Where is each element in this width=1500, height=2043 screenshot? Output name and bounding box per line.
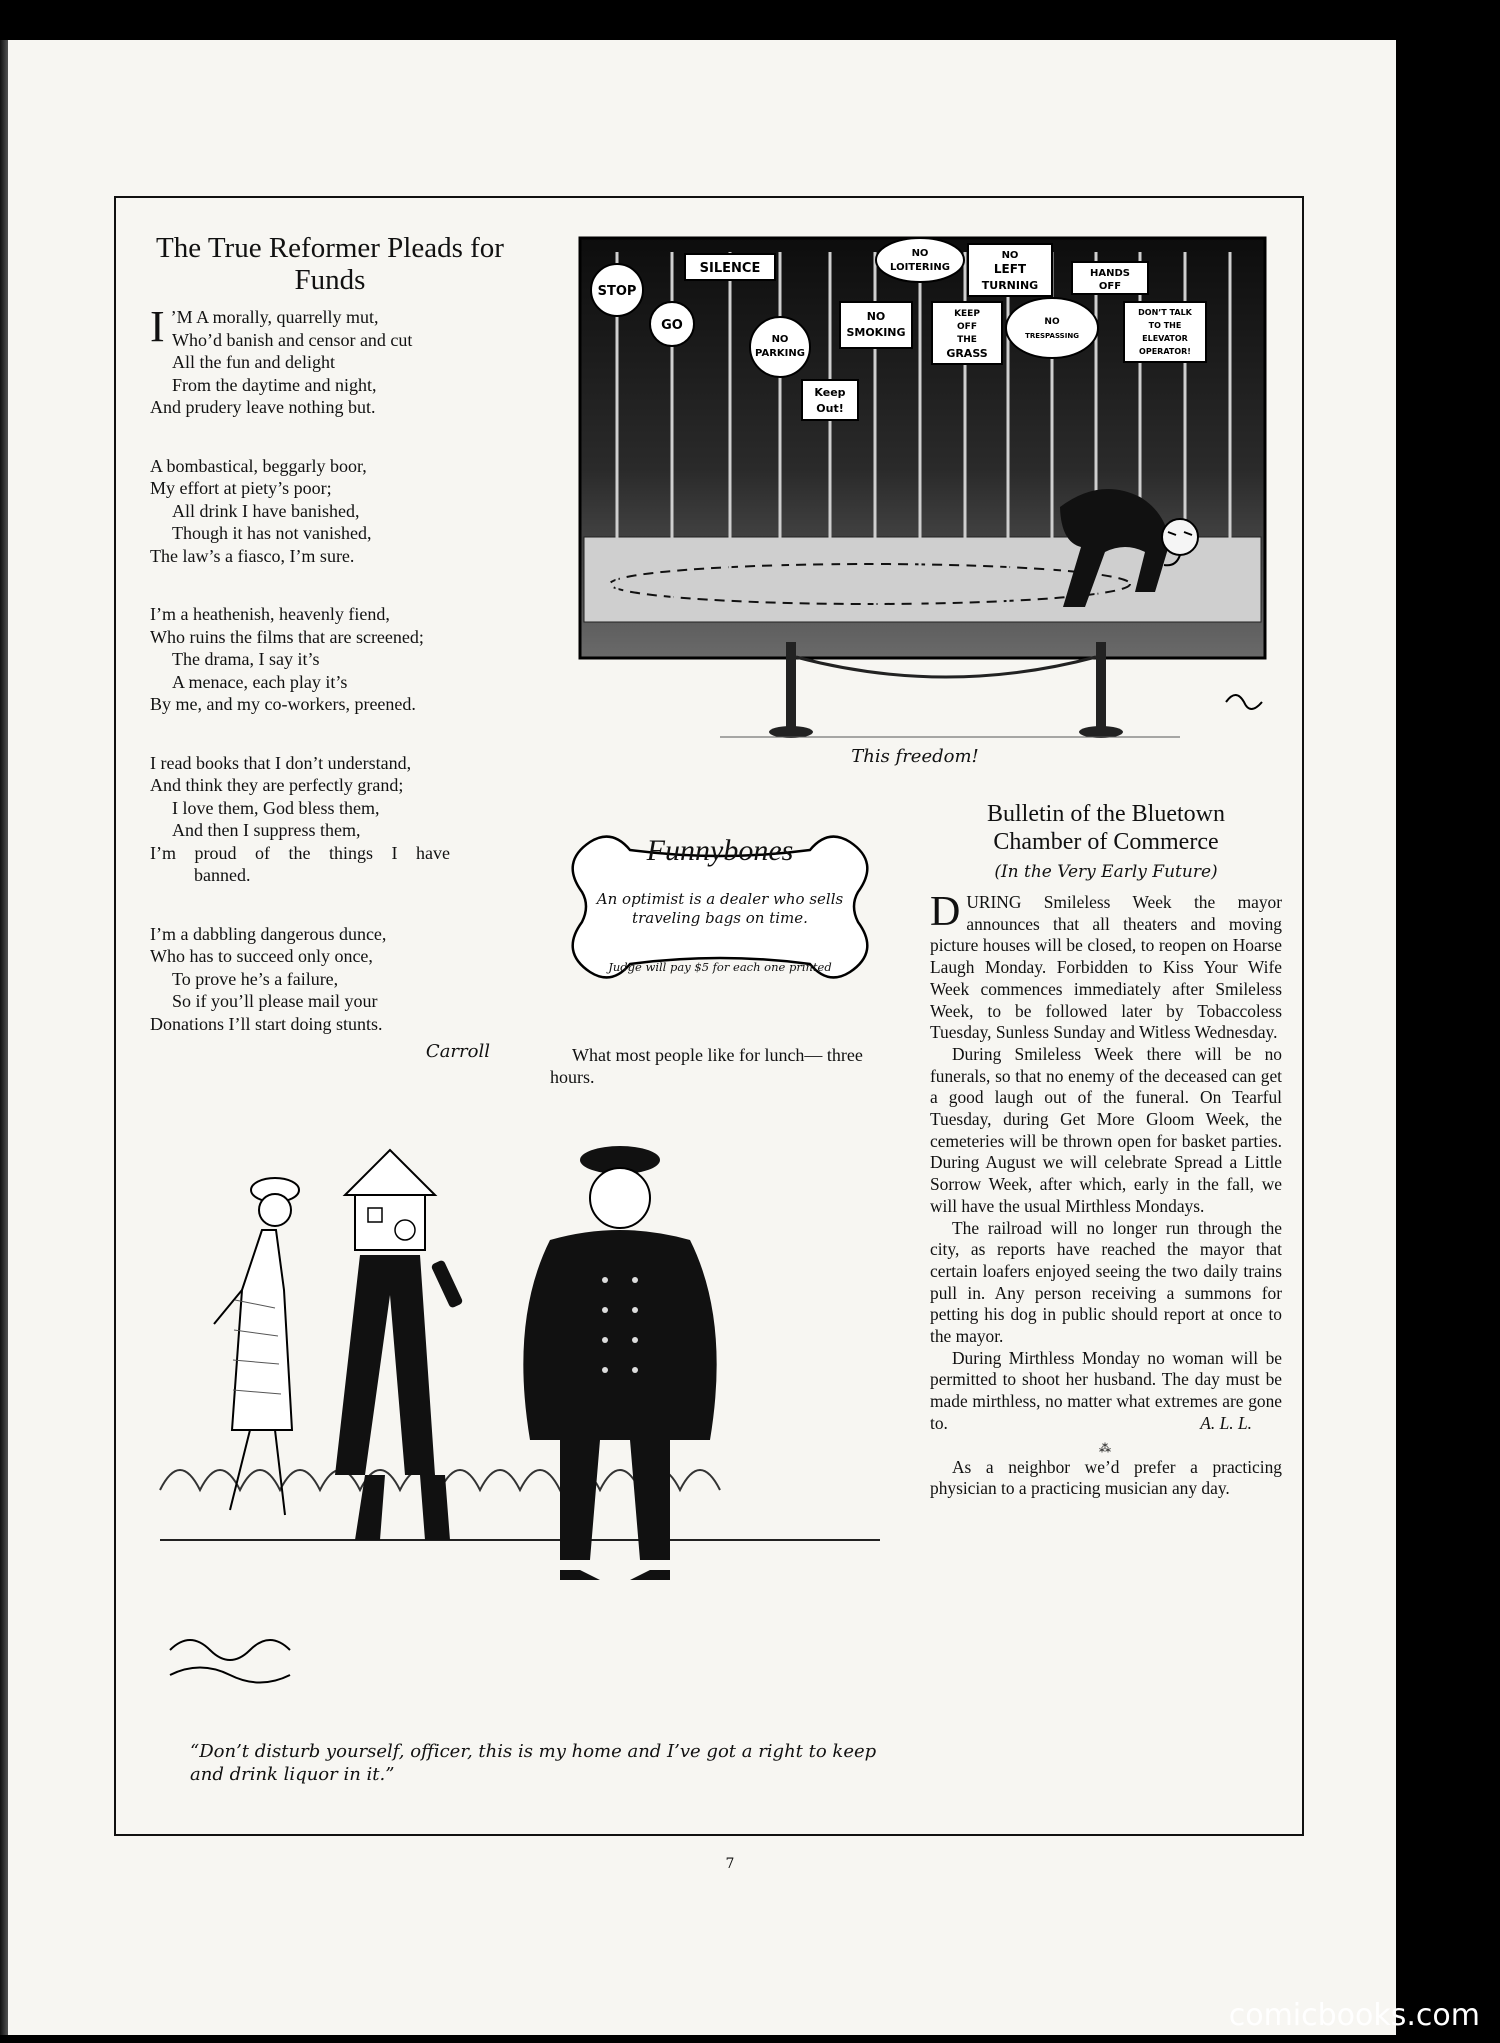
poem-line: My effort at piety’s poor;	[150, 478, 332, 498]
section-divider: ⁂	[1099, 1440, 1113, 1455]
funnybones-box	[550, 828, 890, 988]
poem-line: From the daytime and night,	[172, 374, 377, 395]
poem-line: Who has to succeed only once,	[150, 946, 373, 966]
sign-stop: STOP	[597, 284, 637, 299]
cartoon-house-caption: “Don’t disturb yourself, officer, this is my home and I’ve got a right to keep and drink liquor in it.”	[190, 1741, 877, 1785]
artist-signature-mark	[1226, 695, 1262, 709]
poem-line: Who’d banish and censor and cut	[172, 329, 413, 350]
funnybones-title: Funnybones	[646, 834, 794, 867]
poem-line: And then I suppress them,	[172, 820, 361, 840]
bulletin-paragraph-1-text: URING Smileless Week the mayor announces that all theaters and moving picture houses will be closed, to reopen on Hoarse Laugh Monday. Forbidden to Kiss Your Wife Week commences immediately after Smileless Week, to be followed later by Tobaccoless Tuesday, Sunless Sunday and Witless Wednesday.	[930, 892, 1282, 1043]
sign-hands-off-line2: OFF	[1098, 281, 1122, 292]
bulletin-signature: A. L. L.	[1200, 1412, 1252, 1433]
poem-line: I read books that I don’t understand,	[150, 752, 412, 773]
bulletin-neighbor-joke: As a neighbor we’d prefer a practicing physician to a practicing musician any day.	[930, 1456, 1282, 1499]
cartoon-signs-cage	[540, 232, 1290, 752]
poem-stanza-4	[150, 752, 510, 887]
artist-signature-mark	[170, 1640, 290, 1683]
cartoon-house-illustration	[150, 1130, 890, 1730]
poem-line: Who ruins the films that are screened;	[150, 626, 424, 647]
sign-dont-talk-line1: DON’T TALK	[1138, 308, 1192, 317]
bulletin-subtitle: (In the Very Early Future)	[994, 862, 1218, 882]
page-number: 7	[725, 1856, 735, 1872]
poem-line: I love them, God bless them,	[172, 797, 380, 818]
bulletin-paragraph	[930, 889, 1282, 1044]
sign-no-smoking-line1: NO	[866, 310, 886, 323]
funnybones-joke	[590, 890, 850, 928]
poem-line: banned.	[194, 865, 251, 885]
poem-line: Donations I’ll start doing stunts.	[150, 1013, 383, 1034]
poem-line: ’M A morally, quarrelly mut,	[170, 307, 379, 327]
sign-no-trespassing-line1: NO	[1044, 317, 1060, 327]
sign-no-parking-line2: PARKING	[755, 348, 805, 359]
poem-line: All drink I have banished,	[172, 500, 360, 521]
sign-keep-off-line3: THE	[957, 335, 977, 345]
poem-line: I’m proud of the things I have	[150, 842, 450, 863]
bulletin-dropcap: D	[930, 889, 961, 935]
bulletin-column	[930, 800, 1282, 1500]
poem-title: The True Reformer Pleads for Funds	[156, 232, 504, 296]
funnybones-joke-line2: traveling bags on time.	[632, 909, 808, 927]
bulletin-paragraph: The railroad will no longer run through the city, as reports have reached the mayor that certain loafers enjoyed seeing the two daily trains pull in. Any person receiving a summons for petting his dog in public should report at once to the mayor.	[930, 1217, 1282, 1347]
sign-no-loitering-line2: LOITERING	[890, 262, 950, 273]
sign-keep-out-line2: Out!	[816, 402, 844, 415]
poem-dropcap: I	[150, 302, 165, 351]
sign-no-trespassing-line2: TRESPASSING	[1025, 332, 1079, 340]
bulletin-paragraph-4-text: During Mirthless Monday no woman will be permitted to shoot her husband. The day must be made mirthless, no matter what extremes are gone to.	[930, 1347, 1282, 1433]
poem-line: And prudery leave nothing but.	[150, 397, 376, 417]
poem-author: Carroll	[425, 1041, 490, 1062]
bulletin-title-line1: Bulletin of the Bluetown	[987, 801, 1225, 827]
poem-stanza-2	[150, 455, 510, 568]
funnybones-note: Judge will pay $5 for each one printed	[608, 960, 832, 974]
poem-line: The drama, I say it’s	[172, 649, 320, 669]
poem-stanza-3	[150, 603, 510, 716]
sign-no-left-line2: LEFT	[993, 262, 1027, 276]
poem-line: A bombastical, beggarly boor,	[150, 455, 367, 476]
sign-dont-talk-line2: TO THE	[1148, 321, 1182, 330]
cartoon-house-officer	[150, 1130, 890, 1730]
poem-line: All the fun and delight	[172, 352, 335, 372]
sign-keep-out-line1: Keep	[814, 386, 846, 399]
sign-keep-off-line4: GRASS	[946, 347, 988, 360]
poem-line: By me, and my co-workers, preened.	[150, 694, 416, 714]
poem-line: A menace, each play it’s	[172, 671, 348, 692]
sign-silence: SILENCE	[699, 261, 761, 276]
poem-stanza-5	[150, 923, 510, 1036]
poem-line: The law’s a fiasco, I’m sure.	[150, 545, 355, 566]
sign-no-left-line1: NO	[1001, 250, 1019, 261]
poem-line: To prove he’s a failure,	[172, 968, 339, 989]
cartoon-signs-illustration	[540, 232, 1290, 752]
sign-go: GO	[661, 318, 683, 333]
cartoon-signs-caption: This freedom!	[851, 746, 979, 767]
sign-keep-off-line2: OFF	[957, 322, 977, 332]
funnybones-joke-line1: An optimist is a dealer who sells	[596, 890, 844, 908]
watermark: comicbooks.com	[1228, 1998, 1480, 2033]
police-officer	[523, 1146, 716, 1580]
bulletin-paragraph: During Smileless Week there will be no funerals, so that no enemy of the deceased can get a good laugh out of the funeral. On Tearful Tuesday, during Get More Gloom Week, the cemeteries will be thrown open for basket parties. During August we will celebrate Spread a Little Sorrow Week, after which, early in the fall, we will have the usual Mirthless Mondays.	[930, 1043, 1282, 1216]
poem-line: I’m a dabbling dangerous dunce,	[150, 923, 387, 944]
woman-figure	[214, 1178, 299, 1515]
bulletin-title-line2: Chamber of Commerce	[993, 829, 1219, 855]
sign-no-smoking-line2: SMOKING	[846, 326, 906, 339]
bulletin-title	[930, 800, 1282, 856]
sign-dont-talk-line4: OPERATOR!	[1139, 347, 1191, 356]
sign-hands-off-line1: HANDS	[1090, 268, 1130, 279]
bulletin-paragraph	[930, 1348, 1282, 1435]
poem-line: I’m a heathenish, heavenly fiend,	[150, 604, 390, 624]
poem-line: Though it has not vanished,	[172, 523, 372, 543]
sign-no-parking-line1: NO	[771, 334, 789, 345]
poem-line: And think they are perfectly grand;	[150, 775, 404, 795]
poem-stanza-1	[150, 302, 510, 419]
poem-line: So if you’ll please mail your	[172, 991, 378, 1011]
poem-column	[150, 232, 510, 1062]
sign-no-left-line3: TURNING	[981, 279, 1039, 292]
lunch-joke: What most people like for lunch— three hours.	[550, 1045, 863, 1087]
sign-no-loitering-line1: NO	[911, 248, 929, 259]
sign-dont-talk-line3: ELEVATOR	[1142, 334, 1188, 343]
sign-keep-off-line1: KEEP	[954, 309, 980, 319]
